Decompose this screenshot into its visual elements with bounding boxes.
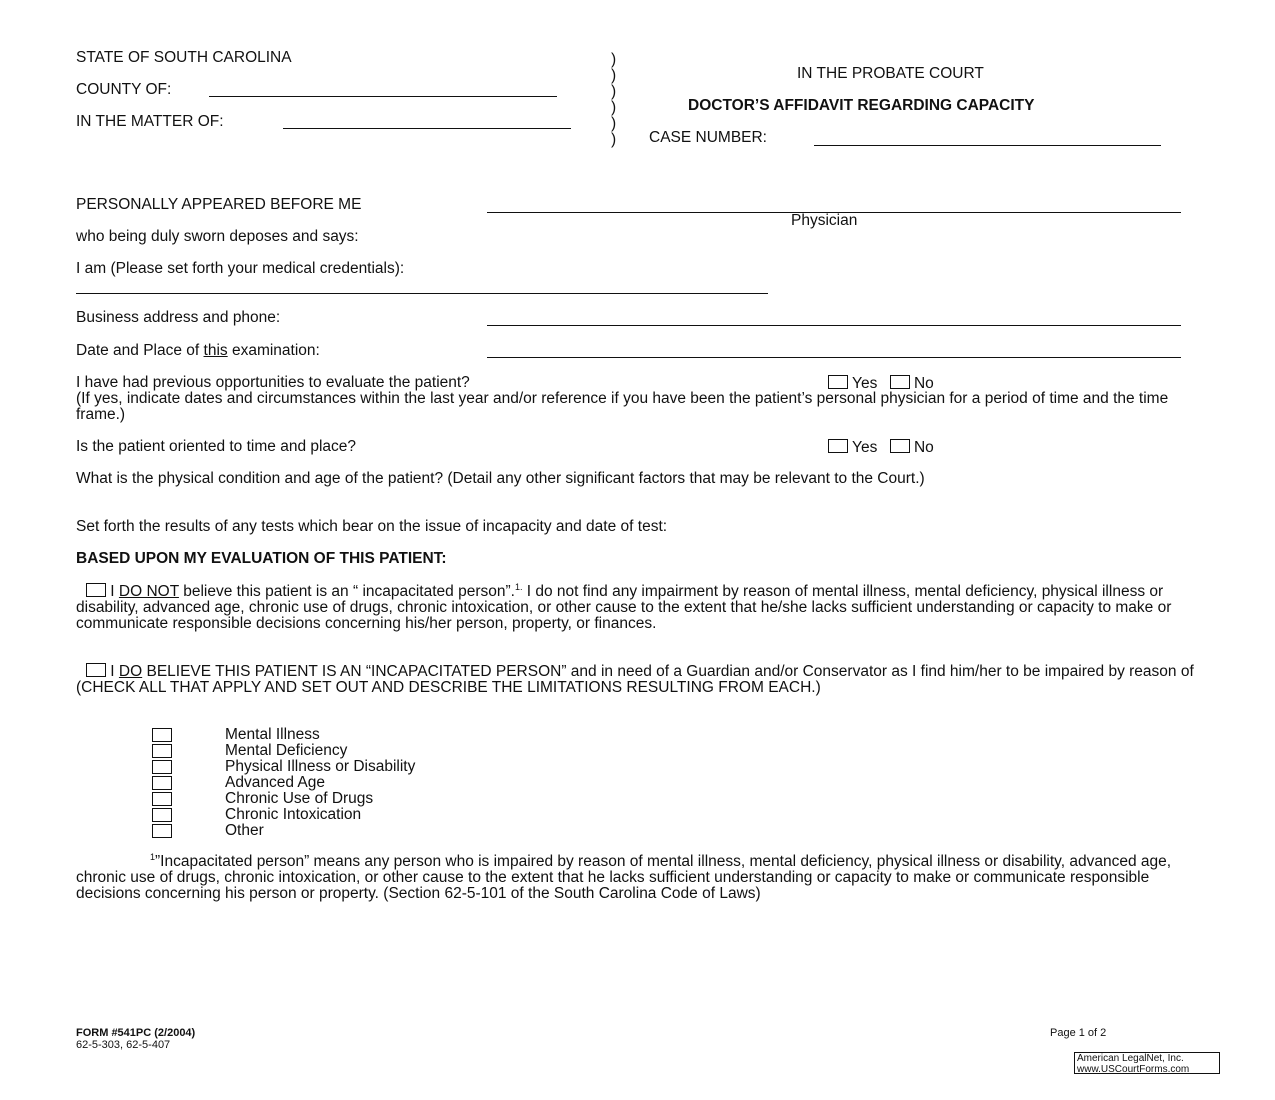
- case-number-field[interactable]: [814, 145, 1161, 146]
- case-number-label: CASE NUMBER:: [649, 129, 767, 146]
- stamp-url[interactable]: www.USCourtForms.com: [1077, 1064, 1190, 1075]
- county-label: COUNTY OF:: [76, 81, 172, 98]
- condition-checkbox[interactable]: [152, 776, 172, 790]
- condition-label: Other: [225, 822, 264, 839]
- form-title: DOCTOR’S AFFIDAVIT REGARDING CAPACITY: [688, 97, 1035, 114]
- condition-label: Mental Deficiency: [225, 742, 348, 759]
- stamp-company: American LegalNet, Inc.: [1077, 1053, 1184, 1064]
- paren: ): [611, 83, 617, 100]
- condition-checkbox[interactable]: [152, 744, 172, 758]
- condition-checkbox[interactable]: [152, 808, 172, 822]
- tests-question: Set forth the results of any tests which bear on the issue of incapacity and date of test:: [76, 518, 668, 535]
- option-incapacitated: I DO BELIEVE THIS PATIENT IS AN “INCAPACITATED PERSON” and in need of a Guardian and/or Conservator as I find him/her to be impaired by reason of (CHECK ALL THAT APPLY AND SET OUT AND DESCRIBE THE LIMITATIONS RESULTING FROM EACH.): [76, 663, 1194, 696]
- paren: ): [611, 99, 617, 116]
- previous-yes-checkbox[interactable]: [828, 375, 848, 389]
- footnote: $^1$”Incapacitated person” means any person who is impaired by reason of mental illness, mental deficiency, physical illness or disability, advanced age, chronic use of drugs, chronic intoxication, or other cause to the extent that he lacks sufficient understanding or capacity to make or communicate responsible decisions concerning his person or property. (Section 62-5-101 of the South Carolina Code of Laws): [76, 851, 1172, 902]
- previous-no-checkbox[interactable]: [890, 375, 910, 389]
- state-heading: STATE OF SOUTH CAROLINA: [76, 49, 292, 66]
- physical-question: What is the physical condition and age of the patient? (Detail any other significant factors that may be relevant to the Court.): [76, 470, 925, 487]
- sworn-statement: who being duly sworn deposes and says:: [76, 228, 359, 245]
- exam-field[interactable]: [487, 357, 1181, 358]
- business-field[interactable]: [487, 325, 1181, 326]
- business-label: Business address and phone:: [76, 309, 281, 326]
- previous-question: I have had previous opportunities to evaluate the patient?: [76, 374, 470, 391]
- oriented-yes-checkbox[interactable]: [828, 439, 848, 453]
- no-label: No: [913, 439, 934, 456]
- condition-checkbox[interactable]: [152, 792, 172, 806]
- physician-caption: Physician: [791, 212, 858, 229]
- oriented-question: Is the patient oriented to time and place?: [76, 438, 357, 455]
- no-label: No: [913, 375, 934, 392]
- matter-label: IN THE MATTER OF:: [76, 113, 224, 130]
- incapacitated-checkbox[interactable]: [86, 663, 106, 677]
- statute-codes: 62-5-303, 62-5-407: [76, 1039, 171, 1051]
- not-incapacitated-checkbox[interactable]: [86, 583, 106, 597]
- exam-label: Date and Place of this examination:: [76, 342, 320, 359]
- matter-field[interactable]: [283, 128, 571, 129]
- evaluation-heading: BASED UPON MY EVALUATION OF THIS PATIENT:: [76, 550, 447, 567]
- oriented-no-checkbox[interactable]: [890, 439, 910, 453]
- option-not-incapacitated: I DO NOT believe this patient is an “ incapacitated person”.$^{1.}$ I do not find any impairment by reason of mental illness, mental deficiency, physical illness or disability, advanced age, chronic use of drugs, chronic intoxication, or other cause to the extent that he/she lacks sufficient understanding or capacity to make or communicate responsible decisions concerning his/her person, property, or finances.: [76, 581, 1172, 632]
- condition-label: Chronic Intoxication: [225, 806, 362, 823]
- condition-checkbox[interactable]: [152, 760, 172, 774]
- condition-label: Physical Illness or Disability: [225, 758, 416, 775]
- condition-checkbox[interactable]: [152, 824, 172, 838]
- publisher-stamp: [1074, 1052, 1220, 1074]
- county-field[interactable]: [209, 96, 557, 97]
- condition-label: Chronic Use of Drugs: [225, 790, 374, 807]
- condition-label: Mental Illness: [225, 726, 320, 743]
- yes-label: Yes: [852, 439, 878, 456]
- previous-detail: (If yes, indicate dates and circumstances within the last year and/or reference if you have been the patient’s personal physician for a period of time and the time frame.): [76, 390, 1169, 423]
- condition-label: Advanced Age: [225, 774, 325, 791]
- paren: ): [611, 51, 617, 68]
- credentials-label: I am (Please set forth your medical credentials):: [76, 260, 405, 277]
- paren: ): [611, 131, 617, 148]
- page-number: Page 1 of 2: [1050, 1027, 1107, 1039]
- credentials-field[interactable]: [76, 293, 768, 294]
- form-number: FORM #541PC (2/2004): [76, 1027, 196, 1039]
- appeared-label: PERSONALLY APPEARED BEFORE ME: [76, 196, 362, 213]
- condition-checkbox[interactable]: [152, 728, 172, 742]
- oriented-answer: [828, 439, 934, 456]
- court-name: IN THE PROBATE COURT: [797, 65, 984, 82]
- paren: ): [611, 115, 617, 132]
- yes-label: Yes: [852, 375, 878, 392]
- paren: ): [611, 67, 617, 84]
